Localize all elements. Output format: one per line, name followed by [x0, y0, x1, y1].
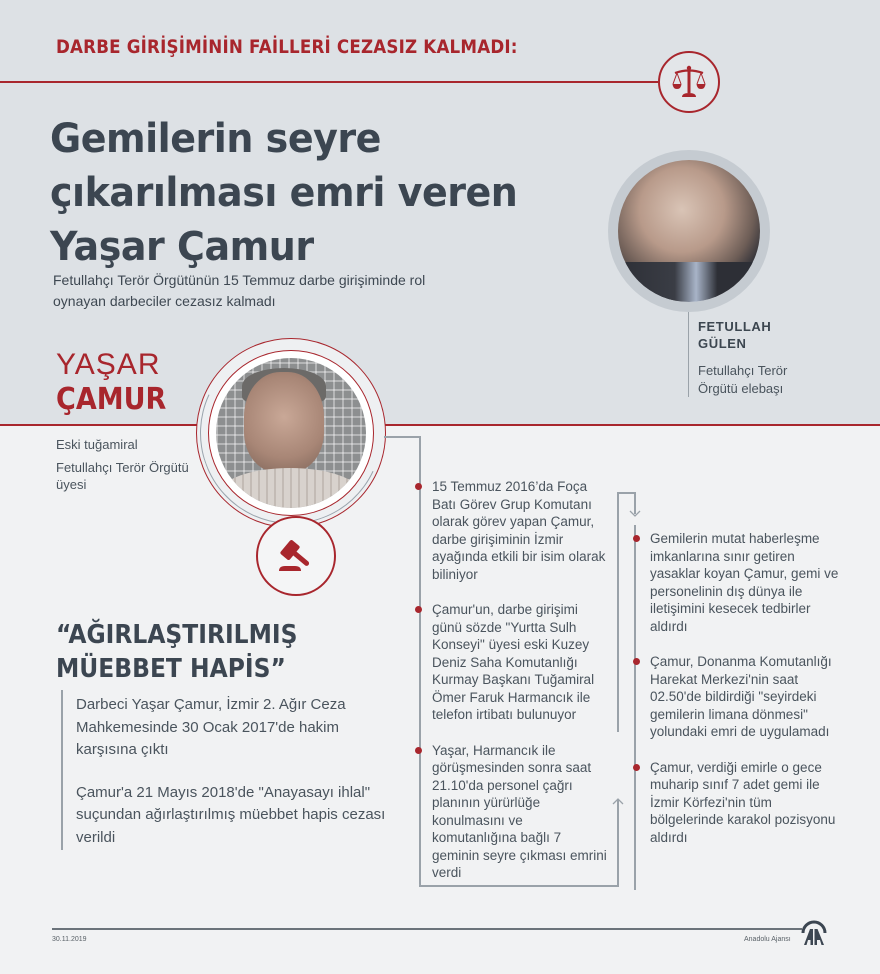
timeline-dot: [415, 606, 422, 613]
kicker-title: DARBE GİRİŞİMİNİN FAİLLERİ CEZASIZ KALMADI:: [56, 36, 518, 58]
timeline-item: 15 Temmuz 2016’da Foça Batı Görev Grup Komutanı olarak görev yapan Çamur, darbe girişiminin İzmir ayağında etkili bir isim olarak biliniyor: [432, 478, 610, 583]
gavel-badge: [256, 516, 336, 596]
timeline-mid-rail: [617, 492, 619, 732]
kicker-divider: [0, 81, 658, 83]
yasar-photo: [216, 358, 366, 508]
timeline-dot: [633, 764, 640, 771]
timeline-right-column: [650, 530, 840, 864]
section-divider-left: [0, 424, 200, 426]
yasar-last-name: ÇAMUR: [56, 382, 167, 417]
gulen-description: Fetullahçı Terör Örgütü elebaşı: [698, 363, 788, 396]
headline: [50, 112, 590, 274]
gulen-portrait: [618, 160, 760, 302]
timeline-item: Çamur, verdiği emirle o gece muharip sınıf 7 adet gemi ile İzmir Körfezi'nin tüm bölgelerinde karakol pozisyonu aldırdı: [650, 759, 840, 847]
timeline-up-rail: [617, 800, 619, 886]
yasar-description: [56, 436, 196, 499]
timeline-item: Çamur, Donanma Komutanlığı Harekat Merkezi'nin saat 02.50'de bildirdiği "seyirdeki gemilerin limana dönmesi" yolundaki emri de uygulamadı: [650, 653, 840, 741]
yasar-title: Eski tuğamiral: [56, 437, 138, 452]
subhead: Fetullahçı Terör Örgütünün 15 Temmuz darbe girişiminde rol oynayan darbeciler cezasız kalmadı: [53, 272, 426, 309]
scales-of-justice-icon: [670, 63, 708, 101]
footer-divider: [52, 928, 802, 930]
arrow-up-icon: [612, 797, 624, 805]
timeline-right-rail: [634, 525, 636, 890]
headline-line: Gemilerin seyre: [50, 116, 381, 162]
verdict-title: “AĞIRLAŞTIRILMIŞ MÜEBBET HAPİS”: [56, 620, 298, 684]
scales-badge: [658, 51, 720, 113]
verdict-quote-bar: [61, 690, 63, 850]
headline-line: Yaşar Çamur: [50, 224, 314, 270]
gulen-name: FETULLAH GÜLEN: [698, 319, 772, 351]
gulen-photo: [608, 150, 770, 312]
timeline-item: Yaşar, Harmancık ile görüşmesinden sonra saat 21.10'da personel çağrı planının yürürlüğe konulmasını ve komutanlığına bağlı 7 geminin seyre çıkması emrini verdi: [432, 742, 610, 882]
headline-line: çıkarılması emri veren: [50, 170, 518, 216]
verdict-body: [76, 694, 386, 869]
timeline-mid-top-connector: [617, 492, 635, 494]
verdict-paragraph: Çamur'a 21 Mayıs 2018'de "Anayasayı ihlal" suçundan ağırlaştırılmış müebbet hapis cezası verildi: [76, 783, 386, 846]
verdict-paragraph: Darbeci Yaşar Çamur, İzmir 2. Ağır Ceza Mahkemesinde 30 Ocak 2017'de hakim karşısına çıktı: [76, 696, 346, 758]
timeline-connector-top: [384, 436, 420, 438]
timeline-dot: [415, 747, 422, 754]
section-divider-right: [384, 424, 880, 426]
timeline-dot: [415, 483, 422, 490]
yasar-first-name: YAŞAR: [56, 348, 161, 381]
yasar-affiliation: Fetullahçı Terör Örgütü üyesi: [56, 460, 189, 492]
anadolu-agency-logo-icon: [800, 920, 828, 946]
gavel-icon: [273, 533, 319, 579]
arrow-down-icon: [629, 510, 641, 518]
footer-agency: Anadolu Ajansı: [744, 936, 791, 943]
timeline-dot: [633, 658, 640, 665]
timeline-item: Çamur'un, darbe girişimi günü sözde "Yurtta Sulh Konseyi" üyesi eski Kuzey Deniz Saha Komutanlığı Kurmay Başkanı Tuğamiral Ömer Faruk Harmancık ile telefon irtibatı bulunuyor: [432, 601, 610, 724]
timeline-item: Gemilerin mutat haberleşme imkanlarına sınır getiren yasaklar koyan Çamur, gemi ve personelinin dış dünya ile iletişimini kesecek tedbirler aldırdı: [650, 530, 840, 635]
gulen-connector: [688, 312, 689, 397]
timeline-dot: [633, 535, 640, 542]
timeline-left-rail: [419, 436, 421, 886]
footer-date: 30.11.2019: [52, 936, 87, 943]
yasar-photo-frame: [208, 350, 374, 516]
timeline-left-column: [432, 478, 610, 900]
